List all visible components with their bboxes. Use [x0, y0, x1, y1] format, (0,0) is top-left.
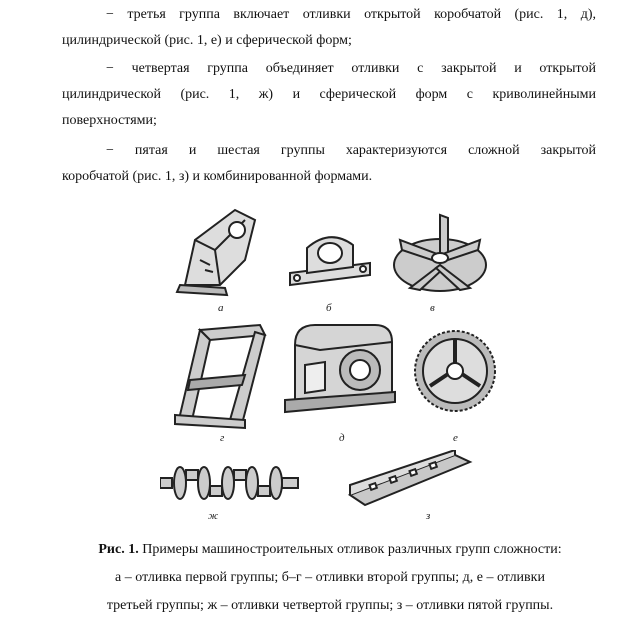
- casting-a-bracket: [165, 200, 265, 300]
- casting-e-wheel: [410, 326, 500, 416]
- caption-title: Примеры машиностроительных отливок различных групп сложности:: [138, 542, 562, 557]
- casting-d-box: [280, 320, 400, 420]
- label-v: в: [430, 302, 435, 314]
- caption-line-3: третьей группы; ж – отливки четвертой группы; з – отливки пятой группы.: [106, 598, 554, 613]
- label-d: д: [339, 432, 345, 444]
- paragraph-line: − четвертая группа объединяет отливки с закрытой и открытой: [106, 61, 596, 76]
- caption-line-1: [40, 536, 620, 564]
- label-b: б: [326, 302, 332, 314]
- paragraph-line: цилиндрической (рис. 1, е) и сферической форм;: [62, 33, 352, 48]
- casting-b-bearing-housing: [285, 233, 375, 293]
- paragraph-line: поверхностями;: [62, 113, 157, 128]
- paragraph-fifth-sixth-group: [62, 138, 596, 190]
- casting-g-frame: [170, 320, 270, 430]
- label-z: з: [426, 510, 431, 522]
- casting-zh-crankshaft: [160, 458, 300, 508]
- label-a: а: [218, 302, 224, 314]
- label-e: е: [453, 432, 458, 444]
- paragraph-line: цилиндрической (рис. 1, ж) и сферической форм с криволинейными: [62, 87, 596, 102]
- casting-z-block: [345, 450, 475, 510]
- casting-v-impeller: [390, 210, 490, 300]
- paragraph-line: − пятая и шестая группы характеризуются сложной закрытой: [106, 143, 596, 158]
- caption-line-2: а – отливка первой группы; б–г – отливки второй группы; д, е – отливки: [115, 570, 545, 585]
- label-g: г: [220, 432, 225, 444]
- caption-figure-number: Рис. 1.: [98, 542, 139, 557]
- castings-figure: [150, 198, 510, 528]
- paragraph-line: коробчатой (рис. 1, з) и комбинированной формами.: [62, 169, 373, 184]
- figure-caption: [40, 536, 620, 620]
- label-zh: ж: [208, 510, 219, 522]
- paragraph-fourth-group: [62, 56, 596, 134]
- paragraph-third-group: [62, 2, 596, 54]
- paragraph-line: − третья группа включает отливки открытой коробчатой (рис. 1, д),: [106, 7, 596, 22]
